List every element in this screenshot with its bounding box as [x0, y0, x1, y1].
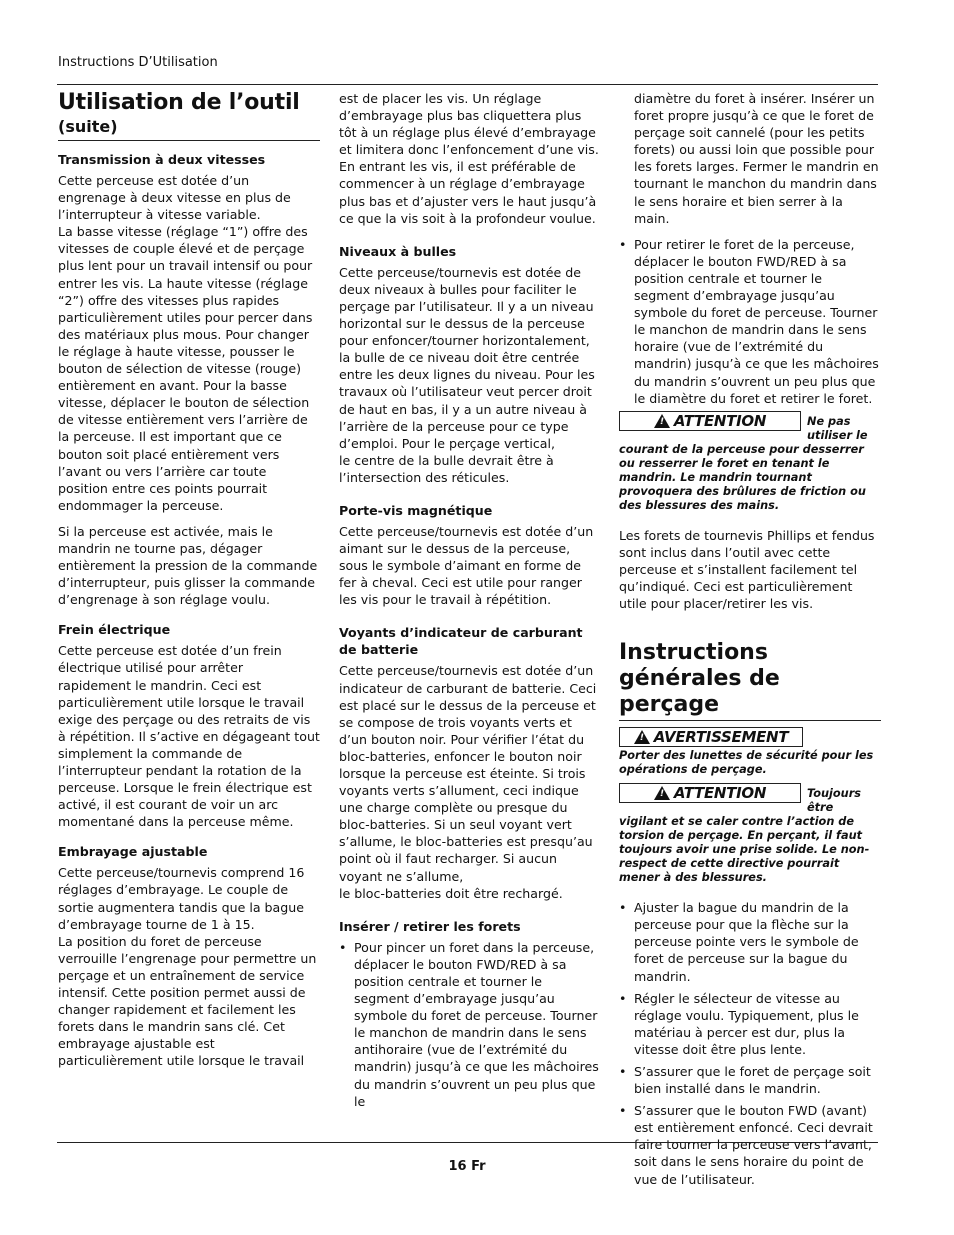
- list-item: • S’assurer que le foret de perçage soit bien installé dans le mandrin.: [619, 1064, 871, 1097]
- section-title-suite: (suite): [58, 117, 118, 136]
- heading-battery-indicator: Voyants d’indicateur de carburant de batterie: [339, 625, 583, 658]
- bullet-icon: •: [619, 990, 627, 1006]
- paragraph: La basse vitesse (réglage “1”) offre des vitesses de couple élevé et de perçage plus lent pour un travail intensif ou pour entrer les vis. La haute vitesse (réglage “2”) offre des vitesses plus rapides particulièrement utiles pour percer dans des matériaux plus mous. Pour changer le réglage à haute vitesse, pousser le bouton de sélection de vitesse (rouge) entièrement en avant. Pour la basse vitesse, déplacer le bouton de sélection de vitesse entièrement vers l’arrière de la perceuse. Il est important que ce bouton soit placé entièrement vers l’avant ou vers l’arrière car toute position entre ces points pourrait endommager la perceuse.: [58, 224, 313, 513]
- avertissement-label-box: ! AVERTISSEMENT: [619, 727, 803, 747]
- paragraph: est de placer les vis. Un réglage d’embrayage plus bas cliquettera plus tôt à un réglage plus élevé d’embrayage et limitera donc l’enfoncement d’une vis.: [339, 91, 599, 158]
- warning-attention-1: ! ATTENTION Ne pas utiliser le courant de la perceuse pour desserrer ou resserrer le foret en tenant le mandrin. Le mandrin tournant provoquera des brûlures de friction ou des blessures des mains.: [619, 411, 868, 512]
- paragraph: le bloc-batteries doit être rechargé.: [339, 885, 563, 901]
- warning-triangle-icon: !: [654, 786, 670, 800]
- warning-triangle-icon: !: [654, 414, 670, 428]
- column-1: [58, 90, 320, 1070]
- attention-label-box: ! ATTENTION: [619, 411, 801, 431]
- section-title: Utilisation de l’outil: [58, 90, 300, 115]
- section-title-general-drilling: Instructions générales de perçage: [619, 640, 881, 721]
- bottom-rule: [57, 1142, 878, 1143]
- paragraph: le centre de la bulle devrait être à l’intersection des réticules.: [339, 452, 554, 485]
- heading-adjustable-clutch: Embrayage ajustable: [58, 844, 208, 860]
- page-number: 16 Fr: [448, 1159, 486, 1174]
- warning-attention-2: ! ATTENTION Toujours être vigilant et se caler contre l’action de torsion de perçage. En perçant, il faut toujours avoir une prise solide. Le non-respect de cette directive pourrait mener à des blessures.: [619, 784, 870, 885]
- section-title-block: [58, 90, 320, 141]
- paragraph: En entrant les vis, il est préférable de commencer à un réglage d’embrayage plus bas et d’ajuster vers le haut jusqu’à ce que la vis soit à la profondeur voulue.: [339, 159, 597, 226]
- paragraph: Les forets de tournevis Phillips et fendus sont inclus dans l’outil avec cette perceuse et s’installent facilement tel qu’indiqué. Ceci est particulièrement utile pour placer/retirer les vis.: [619, 527, 875, 612]
- list-item: • S’assurer que le bouton FWD (avant) est entièrement enfoncé. Ceci devrait faire tourner la perceuse vers l’avant, soit dans le sens horaire du point de vue de l’utilisateur.: [619, 1103, 873, 1187]
- paragraph: Cette perceuse/tournevis est dotée d’un indicateur de carburant de batterie. Ceci est placé sur le dessus de la perceuse et se compose de trois voyants verts et d’un bouton noir. Pour vérifier l’état du bloc-batteries, enfoncer le bouton noir lorsque la perceuse est éteinte. Si trois voyants verts s’allument, ceci indique une charge complète ou presque du bloc-batteries. Si un seul voyant vert s’allume, le bloc-batteries est presqu’au point où il faut recharger. Si aucun voyant ne s’allume,: [339, 663, 597, 884]
- paragraph: Cette perceuse est dotée d’un frein électrique utilisé pour arrêter rapidement le mandrin. Ceci est particulièrement utile lorsque le travail exige des perçage ou des retraits de vis à répétition. Il s’active en dégageant tout simplement la commande de l’interrupteur pendant la rotation de la perceuse. Lorsque le frein électrique est activé, il est courant de voir un arc momentané dans la perceuse même.: [58, 643, 320, 830]
- bullet-icon: •: [619, 236, 627, 252]
- warning-avertissement: ! AVERTISSEMENT Porter des lunettes de sécurité pour les opérations de perçage.: [619, 728, 874, 777]
- bullet-icon: •: [339, 939, 347, 955]
- paragraph: Cette perceuse/tournevis est dotée de deux niveaux à bulles pour faciliter le perçage par l’utilisateur. Il y a un niveau horizontal sur le dessus de la perceuse pour enfoncer/tourner horizontalement, la bulle de ce niveau doit être centrée entre les deux lignes du niveau. Pour les travaux où l’utilisateur veut percer droit de haut en bas, il y a un autre niveau à l’arrière de la perceuse pour ce type d’emploi. Pour le perçage vertical,: [339, 264, 595, 451]
- heading-magnetic-holder: Porte-vis magnétique: [339, 502, 493, 518]
- column-3: [619, 90, 881, 1193]
- bullet-list: [619, 899, 881, 1188]
- paragraph: La position du foret de perceuse verrouille l’engrenage pour permettre un perçage et un entraînement de service intensif. Cette position permet aussi de changer rapidement et facilement les forets dans le mandrin sans clé. Cet embrayage ajustable est particulièrement utile lorsque le travail: [58, 933, 317, 1069]
- heading-two-speed: Transmission à deux vitesses: [58, 152, 266, 167]
- attention-label-box: ! ATTENTION: [619, 783, 801, 803]
- heading-insert-remove-bits: Insérer / retirer les forets: [339, 918, 521, 934]
- heading-electric-brake: Frein électrique: [58, 622, 171, 638]
- list-item: diamètre du foret à insérer. Insérer un foret propre jusqu’à ce que le foret de perçage soit cannelé (pour les petits forets) ou aussi loin que possible pour les forets larges. Fermer le mandrin en tournant le manchon du mandrin dans le sens horaire et bien serrer à la main.: [634, 91, 879, 226]
- paragraph: Cette perceuse/tournevis comprend 16 réglages d’embrayage. Le couple de sortie augmentera tandis que la bague d’embrayage tourne de 1 à 15.: [58, 865, 305, 932]
- warning-triangle-icon: !: [634, 730, 650, 744]
- bullet-icon: •: [619, 1064, 627, 1079]
- list-item: • Pour pincer un foret dans la perceuse, déplacer le bouton FWD/RED à sa position centrale et tourner le segment d’embrayage jusqu’au symbole du foret de perceuse. Tourner le manchon de mandrin dans le sens antihoraire (vue de l’extrémité du mandrin) jusqu’à ce que les mâchoires du mandrin s’ouvrent un peu plus que le: [339, 939, 599, 1109]
- bullet-list: [339, 939, 601, 1110]
- bullet-list: [619, 90, 881, 407]
- paragraph: Si la perceuse est activée, mais le mandrin ne tourne pas, dégager entièrement la pression de la commande d’interrupteur, puis glisser la commande d’engrenage à son réglage voulu.: [58, 523, 318, 608]
- top-rule: [57, 84, 878, 85]
- list-item: • Régler le sélecteur de vitesse au réglage voulu. Typiquement, plus le matériau à percer est dur, plus la vitesse doit être plus lente.: [619, 990, 859, 1057]
- column-2: [339, 90, 601, 1114]
- bullet-icon: •: [619, 1103, 627, 1119]
- running-head: Instructions D’Utilisation: [58, 55, 218, 70]
- paragraph: Cette perceuse/tournevis est dotée d’un aimant sur le dessus de la perceuse, sous le symbole d’aimant en forme de fer à cheval. Ceci est utile pour ranger les vis pour le travail à répétition.: [339, 523, 594, 608]
- paragraph: Cette perceuse est dotée d’un engrenage à deux vitesse en plus de l’interrupteur à vitesse variable.: [58, 173, 291, 223]
- heading-bubble-levels: Niveaux à bulles: [339, 243, 457, 259]
- bullet-icon: •: [619, 900, 627, 916]
- list-item: • Pour retirer le foret de la perceuse, déplacer le bouton FWD/RED à sa position centrale et tourner le segment d’embrayage jusqu’au symbole du foret de perceuse. Tourner le manchon de mandrin dans le sens horaire (vue de l’extrémité du mandrin) jusqu’à ce que les mâchoires du mandrin s’ouvrent un peu plus que le diamètre du foret et retirer le foret.: [619, 236, 879, 406]
- list-item: • Ajuster la bague du mandrin de la perceuse pour que la flèche sur la perceuse pointe vers le symbole de foret de perceuse sur la bague du mandrin.: [619, 900, 859, 984]
